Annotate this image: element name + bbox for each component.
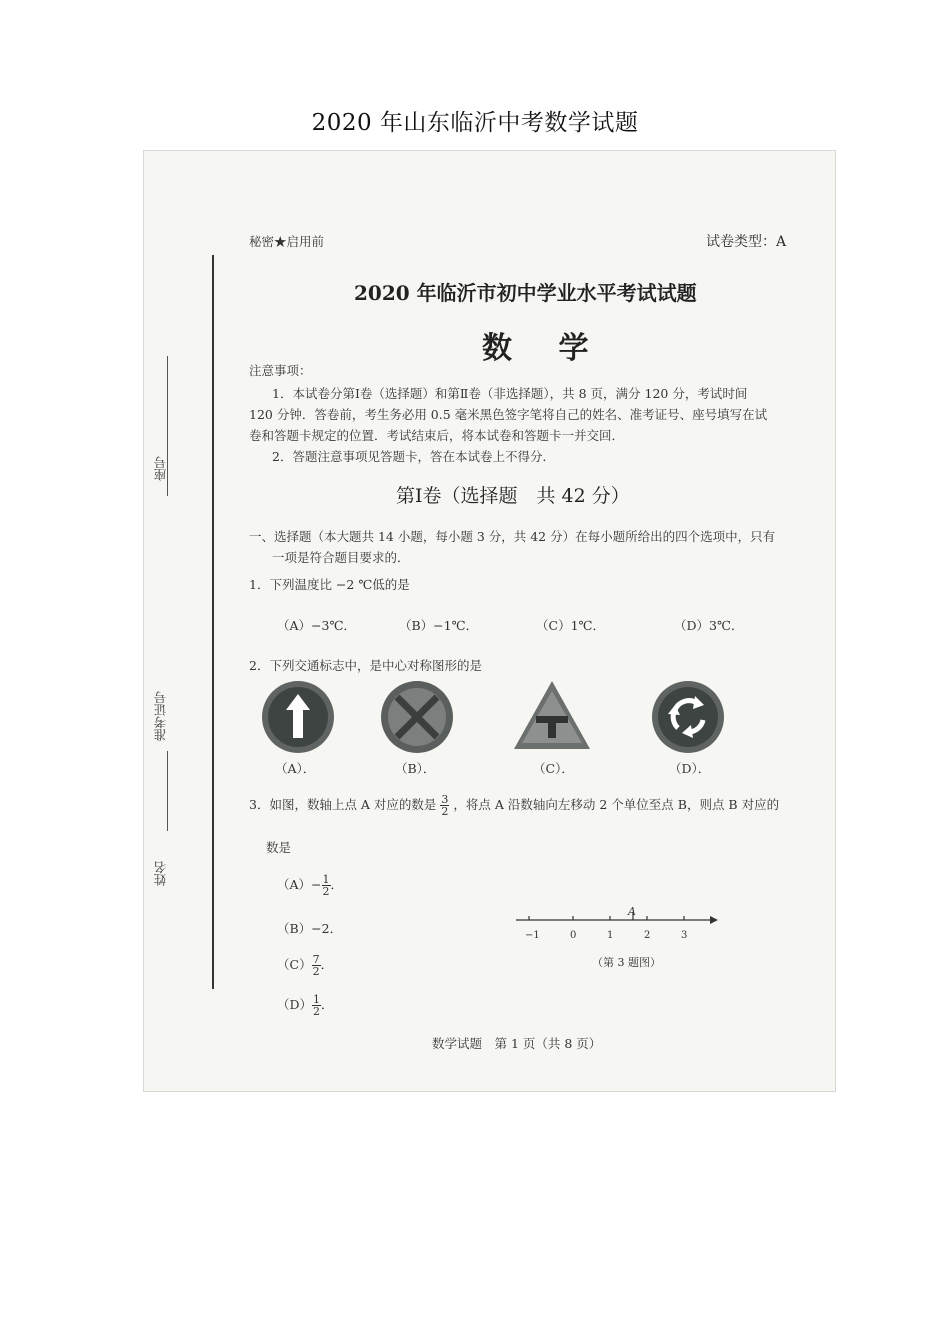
- q3-option-d-numerator: 1: [313, 993, 321, 1006]
- q2-label-b: （B）．: [395, 761, 436, 776]
- q2-stem: 2．下列交通标志中，是中心对称图形的是: [249, 658, 482, 673]
- q1-stem: 1．下列温度比 −2 ℃低的是: [249, 577, 410, 592]
- q3-option-c-numerator: 7: [312, 953, 320, 966]
- q3-option-a-period: ．: [330, 877, 344, 892]
- point-a-label: A: [628, 906, 636, 918]
- q3-stem: [249, 794, 779, 817]
- subject-title: 数 学: [482, 331, 607, 366]
- q2-label-c: （C）．: [533, 761, 574, 776]
- part-one-line-2: 一项是符合题目要求的．: [272, 550, 410, 565]
- q3-option-d-fraction: [312, 994, 321, 1017]
- q2-label-d: （D）．: [669, 761, 711, 776]
- q3-stem-part-a: 3．如图，数轴上点 A 对应的数是: [249, 797, 437, 812]
- side-label-name: 姓名: [153, 861, 168, 886]
- q1-option-b: （B）−1℃．: [399, 618, 479, 633]
- tick-label-3: 3: [681, 930, 688, 941]
- q3-option-d-denominator: 2: [313, 1005, 321, 1018]
- q1-option-a: （A）−3℃．: [277, 618, 356, 633]
- side-line-2: [167, 751, 168, 831]
- q3-option-b: （B）−2．: [277, 921, 343, 936]
- q3-option-d-label: （D）: [277, 997, 313, 1012]
- number-line-arrow-icon: [710, 916, 718, 924]
- q3-option-c-label: （C）: [277, 957, 312, 972]
- section-title: 第Ⅰ卷（选择题 共 42 分）: [396, 485, 630, 507]
- tick-label-1: 1: [607, 930, 614, 941]
- paper-title: 2020 年临沂市初中学业水平考试试题: [354, 281, 697, 305]
- t-junction-warning-sign-icon: [512, 679, 592, 751]
- secret-label: 秘密★启用前: [249, 234, 325, 249]
- q3-fraction-numerator: 3: [441, 793, 449, 806]
- figure-caption: （第 3 题图）: [592, 956, 661, 969]
- notes-line-3: 卷和答题卡规定的位置．考试结束后，将本试卷和答题卡一并交回．: [249, 428, 625, 443]
- notes-line-4: 2．答题注意事项见答题卡，答在本试卷上不得分．: [272, 449, 555, 464]
- q2-label-a: （A）．: [275, 761, 316, 776]
- q3-stem-continued: 数是: [266, 840, 292, 855]
- roundabout-sign-icon: [651, 680, 725, 754]
- q1-option-d: （D）3℃．: [674, 618, 744, 633]
- part-one-line-1: 一、选择题（本大题共 14 小题，每小题 3 分，共 42 分）在每小题所给出的四个选项中，只有: [249, 529, 776, 544]
- q3-option-c-denominator: 2: [312, 965, 320, 978]
- side-label-exam-id: 准考证号: [153, 691, 168, 741]
- q3-stem-part-b: ，将点 A 沿数轴向左移动 2 个单位至点 B，则点 B 对应的: [453, 797, 780, 812]
- q3-option-a-denominator: 2: [322, 885, 330, 898]
- binding-line: [212, 255, 214, 989]
- scanned-exam-page: [143, 150, 836, 1092]
- q1-option-c: （C）1℃．: [536, 618, 606, 633]
- side-label-seat: 座号: [153, 456, 168, 481]
- q3-option-d: [277, 994, 334, 1017]
- page-footer: 数学试题 第 1 页（共 8 页）: [432, 1036, 602, 1051]
- notes-line-2: 120 分钟．答卷前，考生务必用 0.5 毫米黑色签字笔将自己的姓名、准考证号、座号填写在试: [249, 407, 768, 422]
- q3-option-a-numerator: 1: [322, 873, 330, 886]
- q3-option-d-period: ．: [321, 997, 334, 1012]
- paper-type: 试卷类型：A: [706, 234, 787, 250]
- document-title: 2020 年山东临沂中考数学试题: [311, 110, 639, 136]
- tick-label-0: 0: [570, 930, 577, 941]
- q3-option-a-label: （A）−: [277, 877, 322, 892]
- q3-option-c-fraction: [312, 954, 321, 977]
- q3-option-a: [277, 874, 343, 897]
- notes-line-1: 1．本试卷分第Ⅰ卷（选择题）和第Ⅱ卷（非选择题），共 8 页，满分 120 分，考试时间: [272, 386, 748, 401]
- no-stopping-sign-icon: [380, 680, 454, 754]
- q3-option-c: [277, 954, 333, 977]
- notes-heading: 注意事项：: [249, 363, 312, 378]
- q3-option-a-fraction: [322, 874, 331, 897]
- q3-fraction-denominator: 2: [441, 805, 449, 818]
- straight-arrow-sign-icon: [261, 680, 335, 754]
- q3-fraction: [440, 794, 449, 817]
- tick-label-neg1: −1: [525, 930, 540, 941]
- q3-option-c-period: ．: [320, 957, 334, 972]
- tick-label-2: 2: [644, 930, 651, 941]
